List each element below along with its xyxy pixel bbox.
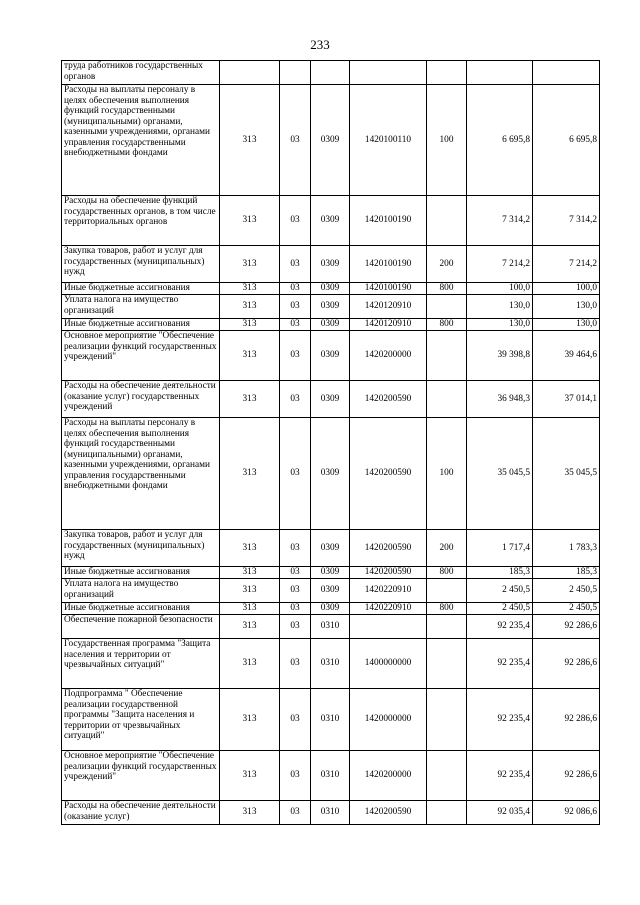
expense-name-cell: Подпрограмма " Обеспечение реализации государственной программы "Защита населения и территории от чрезвычайных ситуаций"	[62, 689, 220, 751]
expense-name-cell: Уплата налога на имущество организаций	[62, 295, 220, 319]
table-row	[62, 801, 600, 825]
section-code-cell: 03	[280, 579, 311, 603]
table-row	[62, 751, 600, 801]
ministry-code-cell: 313	[220, 196, 280, 246]
ministry-code-cell: 313	[220, 530, 280, 567]
expense-type-cell	[427, 295, 467, 319]
amount-year-1-cell: 92 235,4	[467, 689, 533, 751]
ministry-code-cell: 313	[220, 331, 280, 381]
target-article-cell: 1420100190	[350, 196, 427, 246]
expense-name-cell: Расходы на обеспечение деятельности (оказание услуг) государственных учреждений	[62, 381, 220, 418]
amount-year-2-cell: 2 450,5	[533, 579, 600, 603]
expense-name-cell: Расходы на обеспечение деятельности (оказание услуг)	[62, 801, 220, 825]
target-article-cell: 1420220910	[350, 603, 427, 615]
section-code-cell: 03	[280, 381, 311, 418]
amount-year-2-cell: 92 286,6	[533, 751, 600, 801]
expense-type-cell	[427, 801, 467, 825]
table-row	[62, 381, 600, 418]
expense-type-cell	[427, 615, 467, 639]
amount-year-2-cell: 7 314,2	[533, 196, 600, 246]
ministry-code-cell: 313	[220, 689, 280, 751]
amount-year-2-cell: 92 286,6	[533, 689, 600, 751]
amount-year-1-cell: 92 035,4	[467, 801, 533, 825]
table-row	[62, 295, 600, 319]
target-article-cell: 1420200590	[350, 567, 427, 579]
amount-year-1-cell: 1 717,4	[467, 530, 533, 567]
ministry-code-cell: 313	[220, 319, 280, 331]
amount-year-1-cell: 130,0	[467, 295, 533, 319]
amount-year-1-cell: 6 695,8	[467, 85, 533, 196]
budget-table	[61, 60, 600, 825]
page-number: 233	[310, 37, 330, 52]
table-row	[62, 283, 600, 295]
section-code-cell: 03	[280, 530, 311, 567]
subsection-code-cell: 0309	[311, 567, 350, 579]
ministry-code-cell: 313	[220, 801, 280, 825]
expense-type-cell: 800	[427, 319, 467, 331]
expense-type-cell: 200	[427, 246, 467, 283]
target-article-cell: 1420220910	[350, 579, 427, 603]
table-row	[62, 246, 600, 283]
subsection-code-cell: 0309	[311, 283, 350, 295]
expense-type-cell: 100	[427, 418, 467, 530]
expense-type-cell	[427, 61, 467, 85]
amount-year-2-cell: 92 286,6	[533, 639, 600, 689]
subsection-code-cell: 0310	[311, 689, 350, 751]
expense-name-cell: Иные бюджетные ассигнования	[62, 567, 220, 579]
section-code-cell: 03	[280, 689, 311, 751]
target-article-cell	[350, 615, 427, 639]
amount-year-1-cell: 92 235,4	[467, 751, 533, 801]
amount-year-2-cell: 37 014,1	[533, 381, 600, 418]
target-article-cell: 1420200000	[350, 751, 427, 801]
expense-type-cell: 800	[427, 283, 467, 295]
subsection-code-cell: 0309	[311, 579, 350, 603]
section-code-cell: 03	[280, 603, 311, 615]
subsection-code-cell: 0309	[311, 603, 350, 615]
section-code-cell: 03	[280, 418, 311, 530]
amount-year-2-cell: 35 045,5	[533, 418, 600, 530]
amount-year-1-cell: 92 235,4	[467, 639, 533, 689]
subsection-code-cell: 0309	[311, 331, 350, 381]
expense-name-cell: Уплата налога на имущество организаций	[62, 579, 220, 603]
ministry-code-cell: 313	[220, 381, 280, 418]
amount-year-1-cell: 130,0	[467, 319, 533, 331]
table-row	[62, 319, 600, 331]
expense-type-cell	[427, 751, 467, 801]
amount-year-1-cell: 7 314,2	[467, 196, 533, 246]
target-article-cell: 1420200590	[350, 530, 427, 567]
amount-year-2-cell: 92 286,6	[533, 615, 600, 639]
expense-type-cell	[427, 579, 467, 603]
section-code-cell: 03	[280, 615, 311, 639]
amount-year-2-cell: 100,0	[533, 283, 600, 295]
ministry-code-cell: 313	[220, 603, 280, 615]
expense-name-cell: Закупка товаров, работ и услуг для государственных (муниципальных) нужд	[62, 530, 220, 567]
expense-type-cell: 800	[427, 567, 467, 579]
target-article-cell	[350, 61, 427, 85]
target-article-cell: 1420200590	[350, 801, 427, 825]
amount-year-2-cell: 39 464,6	[533, 331, 600, 381]
ministry-code-cell: 313	[220, 639, 280, 689]
table-row	[62, 85, 600, 196]
target-article-cell: 1420100110	[350, 85, 427, 196]
section-code-cell: 03	[280, 319, 311, 331]
amount-year-2-cell: 7 214,2	[533, 246, 600, 283]
table-row	[62, 418, 600, 530]
table-row	[62, 603, 600, 615]
amount-year-1-cell	[467, 61, 533, 85]
amount-year-2-cell: 130,0	[533, 295, 600, 319]
target-article-cell: 1420100190	[350, 246, 427, 283]
target-article-cell: 1420120910	[350, 319, 427, 331]
subsection-code-cell	[311, 61, 350, 85]
target-article-cell: 1400000000	[350, 639, 427, 689]
ministry-code-cell: 313	[220, 85, 280, 196]
section-code-cell: 03	[280, 801, 311, 825]
amount-year-1-cell: 185,3	[467, 567, 533, 579]
ministry-code-cell: 313	[220, 246, 280, 283]
expense-type-cell	[427, 689, 467, 751]
target-article-cell: 1420000000	[350, 689, 427, 751]
amount-year-2-cell: 1 783,3	[533, 530, 600, 567]
table-row	[62, 567, 600, 579]
amount-year-1-cell: 92 235,4	[467, 615, 533, 639]
amount-year-1-cell: 39 398,8	[467, 331, 533, 381]
expense-name-cell: Основное мероприятие "Обеспечение реализации функций государственных учреждений"	[62, 751, 220, 801]
subsection-code-cell: 0310	[311, 801, 350, 825]
subsection-code-cell: 0309	[311, 85, 350, 196]
ministry-code-cell: 313	[220, 283, 280, 295]
table-row	[62, 196, 600, 246]
expense-name-cell: Обеспечение пожарной безопасности	[62, 615, 220, 639]
subsection-code-cell: 0309	[311, 196, 350, 246]
ministry-code-cell: 313	[220, 579, 280, 603]
subsection-code-cell: 0309	[311, 418, 350, 530]
table-row	[62, 639, 600, 689]
section-code-cell	[280, 61, 311, 85]
expense-type-cell: 200	[427, 530, 467, 567]
expense-type-cell: 100	[427, 85, 467, 196]
target-article-cell: 1420120910	[350, 295, 427, 319]
target-article-cell: 1420200590	[350, 418, 427, 530]
expense-type-cell	[427, 331, 467, 381]
amount-year-2-cell: 130,0	[533, 319, 600, 331]
target-article-cell: 1420100190	[350, 283, 427, 295]
ministry-code-cell: 313	[220, 418, 280, 530]
table-row	[62, 331, 600, 381]
table-row	[62, 61, 600, 85]
expense-name-cell: Государственная программа "Защита населения и территории от чрезвычайных ситуаций"	[62, 639, 220, 689]
expense-type-cell	[427, 196, 467, 246]
subsection-code-cell: 0309	[311, 295, 350, 319]
expense-name-cell: Расходы на выплаты персоналу в целях обеспечения выполнения функций государственными (муниципальными) органами, казенными учреждениями, органами управления государственными внебюджетными фондами	[62, 85, 220, 196]
amount-year-2-cell: 6 695,8	[533, 85, 600, 196]
section-code-cell: 03	[280, 567, 311, 579]
section-code-cell: 03	[280, 331, 311, 381]
expense-name-cell: Иные бюджетные ассигнования	[62, 283, 220, 295]
ministry-code-cell: 313	[220, 751, 280, 801]
expense-name-cell: Иные бюджетные ассигнования	[62, 603, 220, 615]
target-article-cell: 1420200590	[350, 381, 427, 418]
section-code-cell: 03	[280, 85, 311, 196]
ministry-code-cell	[220, 61, 280, 85]
expense-name-cell: Основное мероприятие "Обеспечение реализации функций государственных учреждений"	[62, 331, 220, 381]
expense-type-cell: 800	[427, 603, 467, 615]
amount-year-1-cell: 100,0	[467, 283, 533, 295]
ministry-code-cell: 313	[220, 615, 280, 639]
amount-year-2-cell: 92 086,6	[533, 801, 600, 825]
section-code-cell: 03	[280, 196, 311, 246]
expense-name-cell: Расходы на обеспечение функций государственных органов, в том числе территориальных органов	[62, 196, 220, 246]
subsection-code-cell: 0309	[311, 530, 350, 567]
expense-name-cell: труда работников государственных органов	[62, 61, 220, 85]
ministry-code-cell: 313	[220, 567, 280, 579]
subsection-code-cell: 0310	[311, 751, 350, 801]
table-row	[62, 689, 600, 751]
table-row	[62, 530, 600, 567]
amount-year-1-cell: 36 948,3	[467, 381, 533, 418]
amount-year-2-cell: 2 450,5	[533, 603, 600, 615]
section-code-cell: 03	[280, 751, 311, 801]
expense-name-cell: Расходы на выплаты персоналу в целях обеспечения выполнения функций государственными (муниципальными) органами, казенными учреждениями, органами управления государственными внебюджетными фондами	[62, 418, 220, 530]
target-article-cell: 1420200000	[350, 331, 427, 381]
amount-year-1-cell: 2 450,5	[467, 603, 533, 615]
amount-year-2-cell	[533, 61, 600, 85]
expense-name-cell: Иные бюджетные ассигнования	[62, 319, 220, 331]
table-row	[62, 579, 600, 603]
ministry-code-cell: 313	[220, 295, 280, 319]
subsection-code-cell: 0310	[311, 615, 350, 639]
subsection-code-cell: 0309	[311, 319, 350, 331]
table-row	[62, 615, 600, 639]
amount-year-1-cell: 35 045,5	[467, 418, 533, 530]
section-code-cell: 03	[280, 246, 311, 283]
amount-year-1-cell: 2 450,5	[467, 579, 533, 603]
section-code-cell: 03	[280, 639, 311, 689]
amount-year-2-cell: 185,3	[533, 567, 600, 579]
section-code-cell: 03	[280, 283, 311, 295]
expense-type-cell	[427, 639, 467, 689]
subsection-code-cell: 0309	[311, 381, 350, 418]
section-code-cell: 03	[280, 295, 311, 319]
expense-type-cell	[427, 381, 467, 418]
amount-year-1-cell: 7 214,2	[467, 246, 533, 283]
subsection-code-cell: 0310	[311, 639, 350, 689]
subsection-code-cell: 0309	[311, 246, 350, 283]
expense-name-cell: Закупка товаров, работ и услуг для государственных (муниципальных) нужд	[62, 246, 220, 283]
